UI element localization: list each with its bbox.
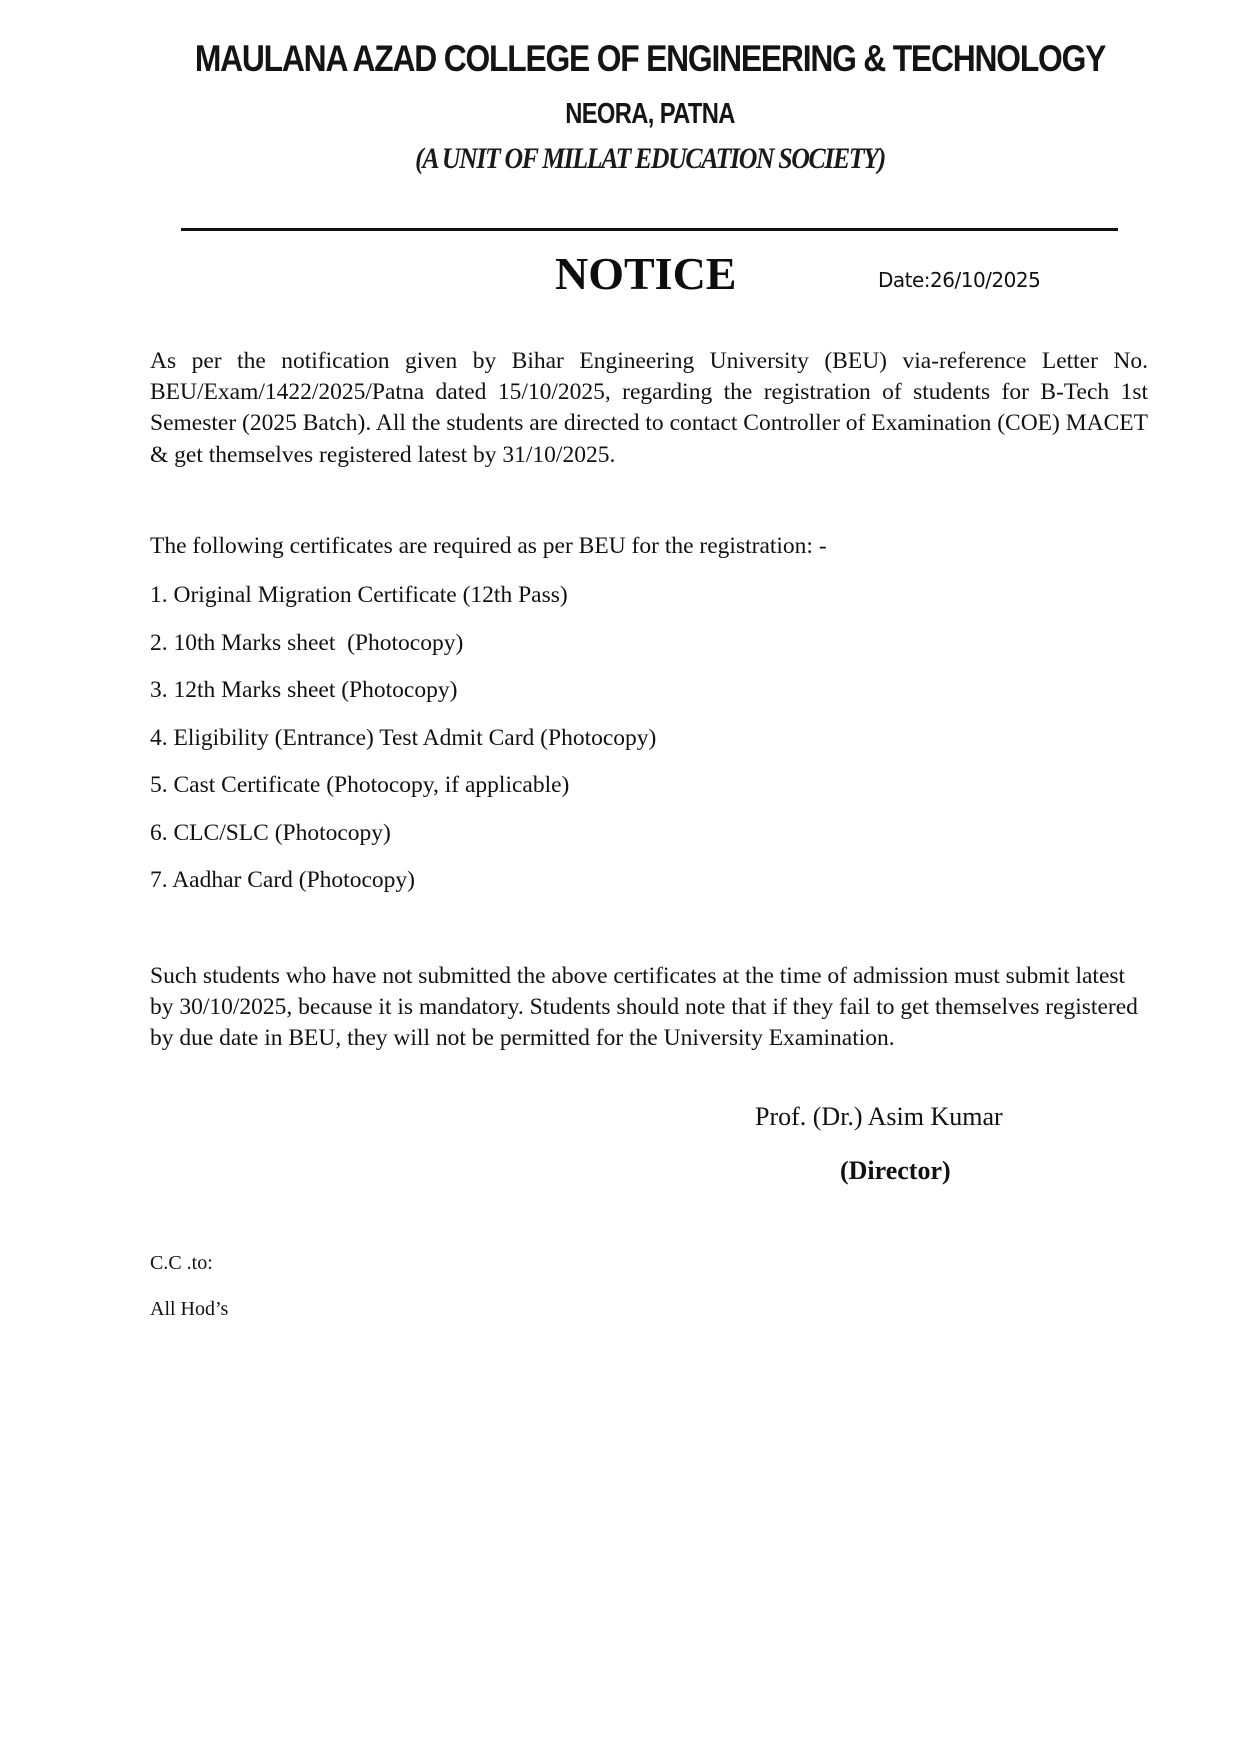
certificate-item: 4. Eligibility (Entrance) Test Admit Card (Photocopy) bbox=[150, 724, 657, 751]
header-divider bbox=[181, 228, 1118, 231]
registration-paragraph: As per the notification given by Bihar Engineering University (BEU) via-reference Letter No. BEU/Exam/1422/2025/Patna dated 15/10/2025, regarding the registration of students for B-Tech 1st Semester (2025 Batch). All the students are directed to contact Controller of Examination (COE) MACET & get themselves registered latest by 31/10/2025. bbox=[150, 348, 1148, 468]
certificate-item: 1. Original Migration Certificate (12th Pass) bbox=[150, 582, 568, 608]
institution-location: NEORA, PATNA bbox=[565, 98, 735, 130]
signatory-designation: (Director) bbox=[840, 1156, 951, 1185]
cc-label: C.C .to: bbox=[150, 1252, 213, 1274]
cc-recipients: All Hod’s bbox=[150, 1298, 229, 1320]
certificate-item: 6. CLC/SLC (Photocopy) bbox=[150, 819, 391, 846]
notice-date: Date:26/10/2025 bbox=[878, 268, 1041, 292]
notice-title: NOTICE bbox=[555, 248, 737, 299]
submission-deadline-paragraph: Such students who have not submitted the above certificates at the time of admission must submit latest by 30/10/2025, because it is mandatory. Students should note that if they fail to get themselves registered by due date in BEU, they will not be permitted for the University Examination. bbox=[150, 963, 1138, 1052]
certificate-item: 7. Aadhar Card (Photocopy) bbox=[150, 867, 415, 893]
institution-name: MAULANA AZAD COLLEGE OF ENGINEERING & TECHNOLOGY bbox=[194, 38, 1106, 79]
certificates-list bbox=[150, 580, 656, 913]
institution-affiliation: (A UNIT OF MILLAT EDUCATION SOCIETY) bbox=[415, 142, 885, 175]
certificates-intro: The following certificates are required as per BEU for the registration: - bbox=[150, 533, 827, 559]
signatory-name: Prof. (Dr.) Asim Kumar bbox=[755, 1102, 1003, 1131]
certificate-item: 5. Cast Certificate (Photocopy, if applicable) bbox=[150, 772, 570, 798]
certificate-item: 2. 10th Marks sheet (Photocopy) bbox=[150, 629, 464, 656]
certificate-item: 3. 12th Marks sheet (Photocopy) bbox=[150, 677, 458, 703]
